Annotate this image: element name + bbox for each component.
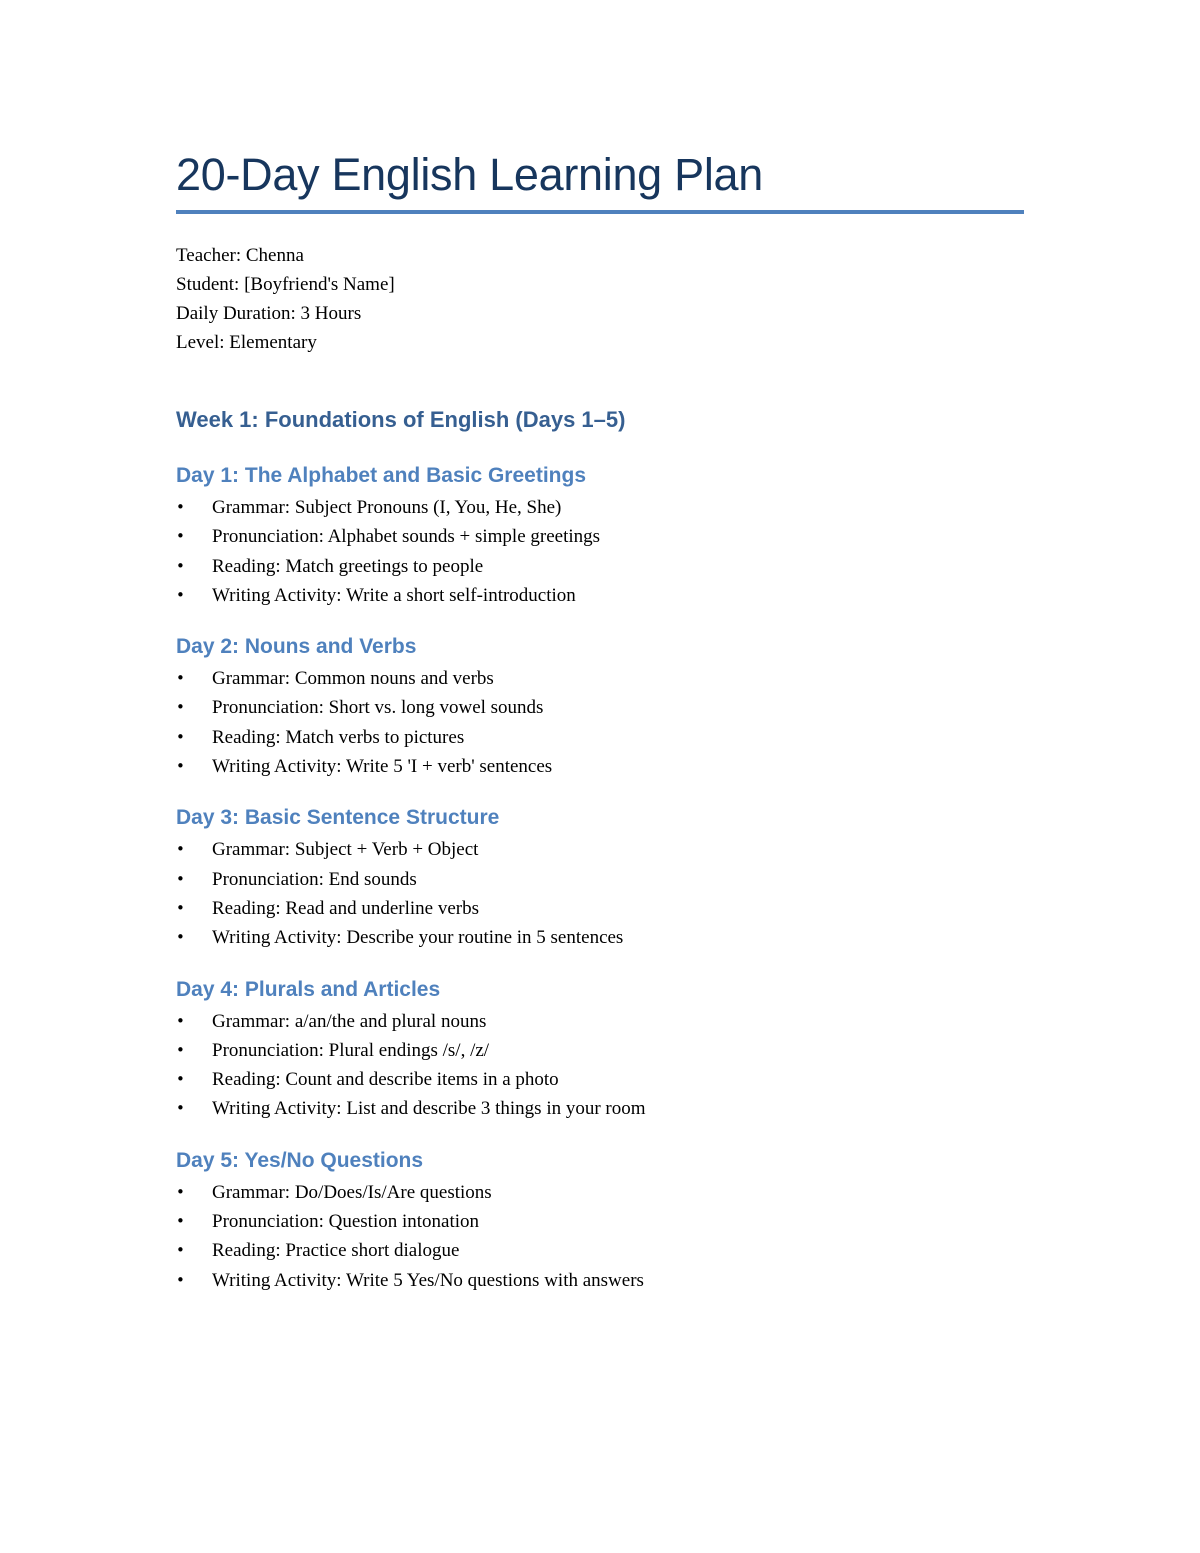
list-item (176, 693, 1024, 722)
day-item-list (176, 1178, 1024, 1295)
day-section-2 (176, 632, 1024, 781)
day-section-3 (176, 803, 1024, 952)
bullet-icon: • (176, 585, 185, 604)
list-item-text: Grammar: Subject + Verb + Object (212, 839, 479, 861)
list-item-text: Pronunciation: Alphabet sounds + simple greetings (212, 526, 601, 548)
bullet-icon: • (176, 669, 185, 688)
meta-teacher: Teacher: Chenna (176, 245, 304, 266)
bullet-icon: • (176, 1182, 185, 1201)
bullet-icon: • (176, 1040, 185, 1059)
title-underline-rule (176, 210, 1024, 214)
list-item (176, 1266, 1024, 1295)
list-item (176, 923, 1024, 952)
meta-student: Student: [Boyfriend's Name] (176, 274, 395, 295)
bullet-icon: • (176, 527, 185, 546)
list-item-text: Reading: Count and describe items in a photo (212, 1069, 559, 1091)
list-item-text: Reading: Practice short dialogue (212, 1240, 460, 1262)
list-item (176, 581, 1024, 610)
list-item (176, 1036, 1024, 1065)
list-item (176, 865, 1024, 894)
list-item (176, 552, 1024, 581)
day-heading: Day 5: Yes/No Questions (176, 1148, 424, 1172)
bullet-icon: • (176, 556, 185, 575)
bullet-icon: • (176, 698, 185, 717)
document-meta (176, 241, 1024, 357)
list-item-text: Pronunciation: End sounds (212, 868, 417, 890)
list-item (176, 664, 1024, 693)
day-item-list (176, 493, 1024, 610)
day-section-5 (176, 1146, 1024, 1295)
document-title: 20-Day English Learning Plan (176, 149, 763, 200)
day-item-list (176, 664, 1024, 781)
document-page (176, 0, 1024, 1295)
day-section-1 (176, 461, 1024, 610)
list-item-text: Reading: Match greetings to people (212, 555, 484, 577)
bullet-icon: • (176, 1070, 185, 1089)
list-item-text: Writing Activity: Describe your routine in 5 sentences (212, 927, 624, 949)
list-item-text: Writing Activity: Write a short self-introduction (212, 584, 576, 606)
bullet-icon: • (176, 1270, 185, 1289)
list-item-text: Pronunciation: Question intonation (212, 1211, 480, 1233)
meta-daily-duration: Daily Duration: 3 Hours (176, 303, 362, 324)
bullet-icon: • (176, 840, 185, 859)
bullet-icon: • (176, 928, 185, 947)
list-item-text: Pronunciation: Short vs. long vowel sounds (212, 697, 544, 719)
day-heading: Day 4: Plurals and Articles (176, 977, 441, 1001)
day-heading: Day 2: Nouns and Verbs (176, 635, 417, 659)
bullet-icon: • (176, 498, 185, 516)
list-item (176, 1207, 1024, 1236)
bullet-icon: • (176, 1011, 185, 1030)
list-item (176, 1065, 1024, 1094)
day-heading: Day 1: The Alphabet and Basic Greetings (176, 464, 586, 487)
list-item-text: Grammar: Do/Does/Is/Are questions (212, 1181, 492, 1203)
bullet-icon: • (176, 1241, 185, 1260)
day-item-list (176, 835, 1024, 952)
list-item (176, 894, 1024, 923)
bullet-icon: • (176, 727, 185, 746)
list-item-text: Grammar: Subject Pronouns (I, You, He, She) (212, 497, 562, 518)
bullet-icon: • (176, 1099, 185, 1118)
list-item (176, 1178, 1024, 1207)
meta-level: Level: Elementary (176, 332, 317, 353)
day-item-list (176, 1007, 1024, 1124)
list-item-text: Writing Activity: Write 5 Yes/No questions with answers (212, 1269, 644, 1291)
list-item (176, 752, 1024, 781)
list-item-text: Reading: Read and underline verbs (212, 897, 479, 919)
list-item-text: Writing Activity: List and describe 3 things in your room (212, 1098, 646, 1120)
week-heading: Week 1: Foundations of English (Days 1–5) (176, 407, 626, 432)
list-item-text: Pronunciation: Plural endings /s/, /z/ (212, 1039, 490, 1061)
list-item (176, 1236, 1024, 1265)
list-item (176, 1094, 1024, 1123)
list-item (176, 723, 1024, 752)
bullet-icon: • (176, 898, 185, 917)
list-item (176, 493, 1024, 522)
list-item (176, 1007, 1024, 1036)
bullet-icon: • (176, 1212, 185, 1231)
day-heading: Day 3: Basic Sentence Structure (176, 806, 500, 830)
bullet-icon: • (176, 757, 185, 776)
day-section-4 (176, 975, 1024, 1124)
list-item-text: Grammar: Common nouns and verbs (212, 668, 494, 690)
list-item-text: Reading: Match verbs to pictures (212, 726, 465, 748)
list-item (176, 835, 1024, 864)
list-item-text: Grammar: a/an/the and plural nouns (212, 1010, 487, 1032)
bullet-icon: • (176, 869, 185, 888)
list-item-text: Writing Activity: Write 5 'I + verb' sentences (212, 756, 553, 778)
list-item (176, 522, 1024, 551)
